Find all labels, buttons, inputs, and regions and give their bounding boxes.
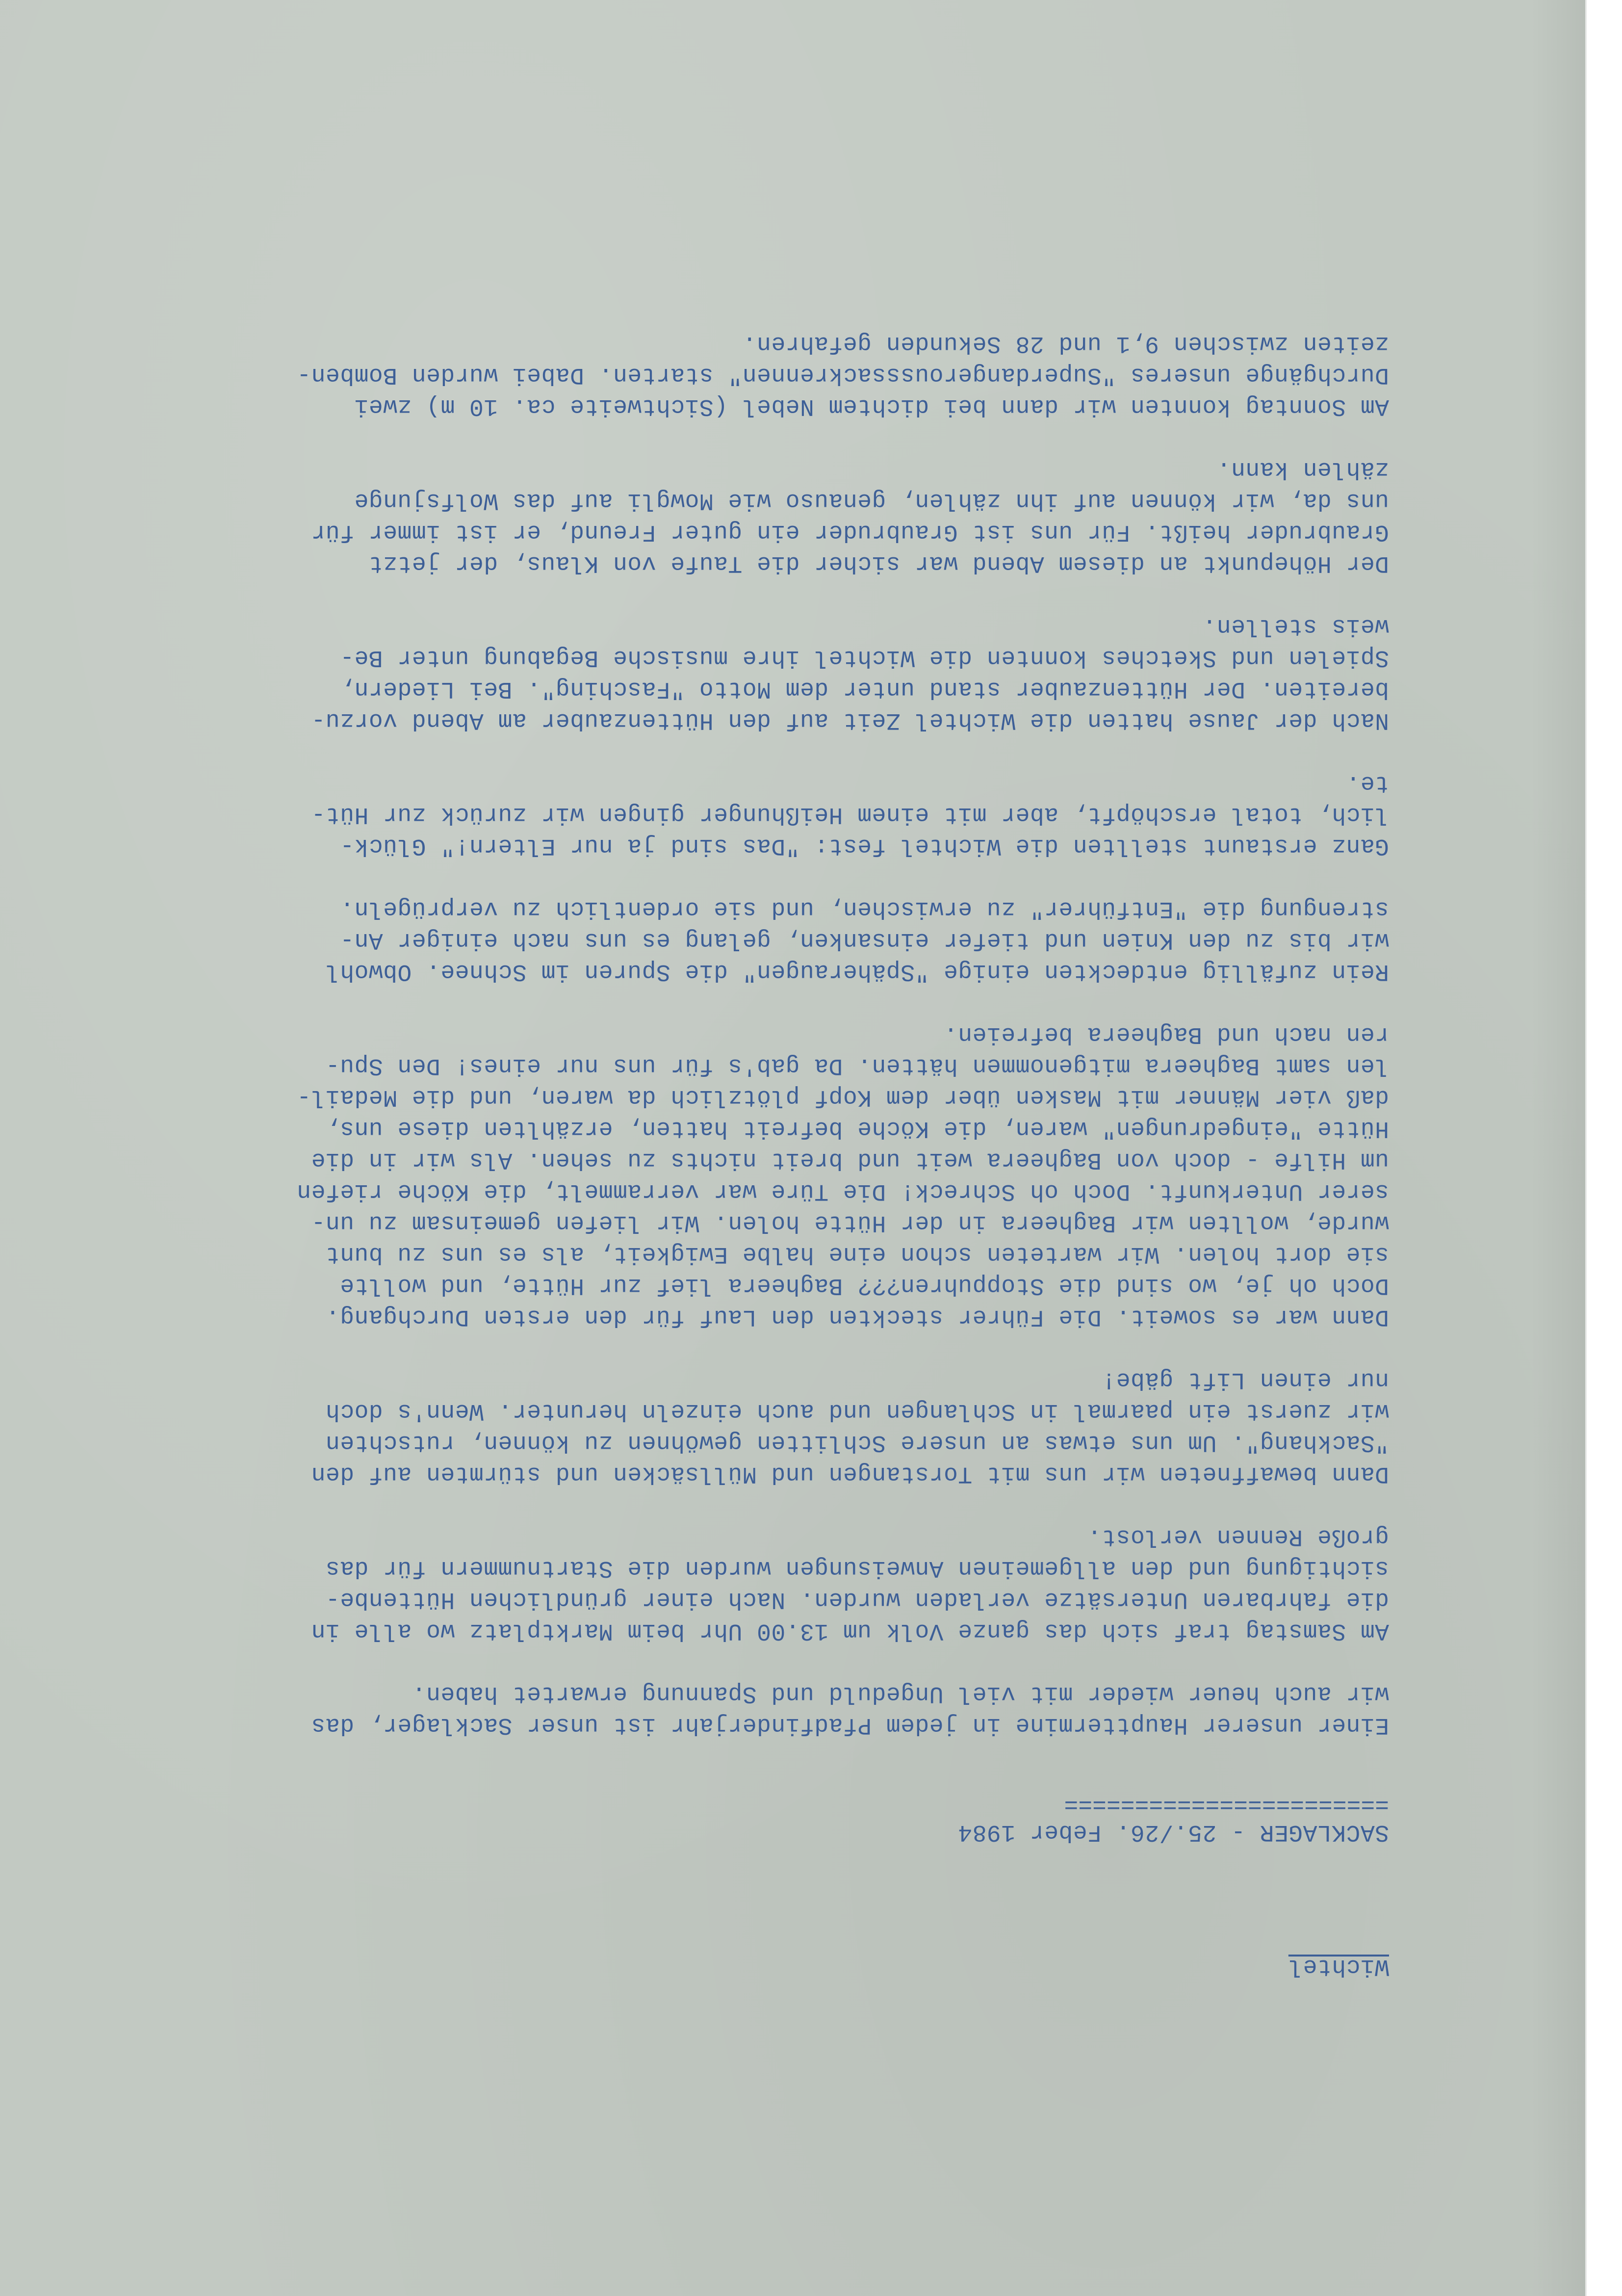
text-line: weis stellen.	[1202, 613, 1389, 639]
typewritten-content	[153, 328, 1389, 1982]
paragraph	[153, 767, 1389, 861]
scanner-margin	[1585, 0, 1622, 2296]
document-title: SACKLAGER - 25./26. Feber 1984	[957, 1819, 1389, 1845]
text-line: Am Samstag traf sich das ganze Volk um 13.00 Uhr beim Marktplatz wo alle in	[311, 1618, 1389, 1644]
text-line: ren nach und Bagheera befreien.	[943, 1021, 1389, 1047]
text-line: große Rennen verlost.	[1087, 1523, 1389, 1550]
text-line: wir zuerst ein paarmal in Schlangen und auch einzeln herunter. Wenn's doch	[325, 1398, 1389, 1424]
title-underline-rule: =======================	[1064, 1790, 1389, 1817]
text-line: Doch oh je, wo sind die Stoppuhren??? Bagheera lief zur Hütte, und wollte	[339, 1272, 1389, 1299]
text-line: die fahrbaren Untersätze verladen wurden. Nach einer gründlichen Hüttenbe-	[325, 1586, 1389, 1613]
text-line: sie dort holen. Wir warteten schon eine halbe Ewigkeit, als es uns zu bunt	[325, 1241, 1389, 1267]
paragraph	[153, 610, 1389, 736]
text-line: wurde, wollten wir Bagheera in der Hütte holen. Wir liefen gemeinsam zu un-	[311, 1209, 1389, 1236]
text-line: strengung die "Entführer" zu erwischen, und sie ordentlich zu verprügeln.	[339, 895, 1389, 922]
text-line: Dann war es soweit. Die Führer steckten den Lauf für den ersten Durchgang.	[325, 1304, 1389, 1330]
text-line: "Sackhang". Um uns etwas an unsere Schlitten gewöhnen zu können, rutschten	[325, 1429, 1389, 1456]
text-line: um Hilfe - doch von Bagheera weit und breit nichts zu sehen. Als wir in die	[311, 1147, 1389, 1173]
paragraph	[153, 1018, 1389, 1332]
text-line: wir bis zu den Knien und tiefer einsanken, gelang es uns nach einiger An-	[339, 927, 1389, 953]
text-line: len samt Bagheera mitgenommen hätten. Da gab's für uns nur eines! Den Spu-	[325, 1052, 1389, 1079]
section-heading: Wichtel	[1288, 1953, 1389, 1980]
text-line: wir auch heuer wieder mit viel Ungeduld und Spannung erwartet haben.	[412, 1680, 1389, 1707]
text-line: zeiten zwischen 9,1 und 28 Sekunden gefahren.	[742, 330, 1389, 357]
body-paragraphs	[153, 328, 1389, 1741]
text-line: Nach der Jause hatten die Wichtel Zeit auf den Hüttenzauber am Abend vorzu-	[311, 707, 1389, 733]
text-line: Hütte "eingedrungen" waren, die Köche befreit hatten, erzählten diese uns,	[325, 1115, 1389, 1142]
heading-line	[153, 1951, 1389, 1982]
paragraph	[153, 328, 1389, 422]
paragraph	[153, 1521, 1389, 1646]
text-line: te.	[1346, 770, 1389, 796]
text-line: Spielen und Sketches konnten die Wichtel ihre musische Begabung unter Be-	[339, 644, 1389, 671]
text-line: nur einen Lift gäbe!	[1101, 1366, 1389, 1393]
paragraph	[153, 1678, 1389, 1741]
text-line: sichtigung und den allgemeinen Anweisungen wurden die Startnummern für das	[325, 1555, 1389, 1581]
text-line: Am Sonntag konnten wir dann bei dichtem Nebel (Sichtweite ca. 10 m) zwei	[354, 393, 1389, 419]
text-line: Graubruder heißt. Für uns ist Graubruder ein guter Freund, er ist immer für	[311, 519, 1389, 545]
text-line: daß vier Männer mit Masken über dem Kopf plötzlich da waren, und die Medail-	[296, 1084, 1389, 1110]
paragraph	[153, 893, 1389, 987]
text-line: zählen kann.	[1216, 456, 1389, 482]
text-line: uns da, wir können auf ihn zählen, genauso wie Mowgli auf das Wolfsjunge	[354, 487, 1389, 514]
text-line: Einer unserer Haupttermine in jedem Pfadfinderjahr ist unser Sacklager, das	[311, 1712, 1389, 1738]
text-line: lich, total erschöpft, aber mit einem Heißhunger gingen wir zurück zur Hüt-	[311, 801, 1389, 828]
paragraph	[153, 1364, 1389, 1489]
text-line: serer Unterkunft. Doch oh Schreck! Die Türe war verrammelt, die Köche riefen	[296, 1178, 1389, 1204]
paragraph	[153, 453, 1389, 579]
text-line: Durchgänge unseres "Superdangerousssackrennen" starten. Dabei wurden Bomben-	[296, 362, 1389, 388]
text-line: Dann bewaffneten wir uns mit Torstangen und Müllsäcken und stürmten auf den	[311, 1461, 1389, 1487]
text-line: Rein zufällig entdeckten einige "Späheraugen" die Spuren im Schnee. Obwohl	[325, 958, 1389, 985]
text-line: bereiten. Der Hüttenzauber stand unter dem Motto "Fasching". Bei Liedern,	[339, 676, 1389, 702]
text-line: Ganz erstaunt stellten die Wichtel fest: "Das sind ja nur Eltern!" Glück-	[339, 833, 1389, 859]
text-line: Der Höhepunkt an diesem Abend war sicher die Taufe von Klaus, der jetzt	[368, 550, 1389, 576]
